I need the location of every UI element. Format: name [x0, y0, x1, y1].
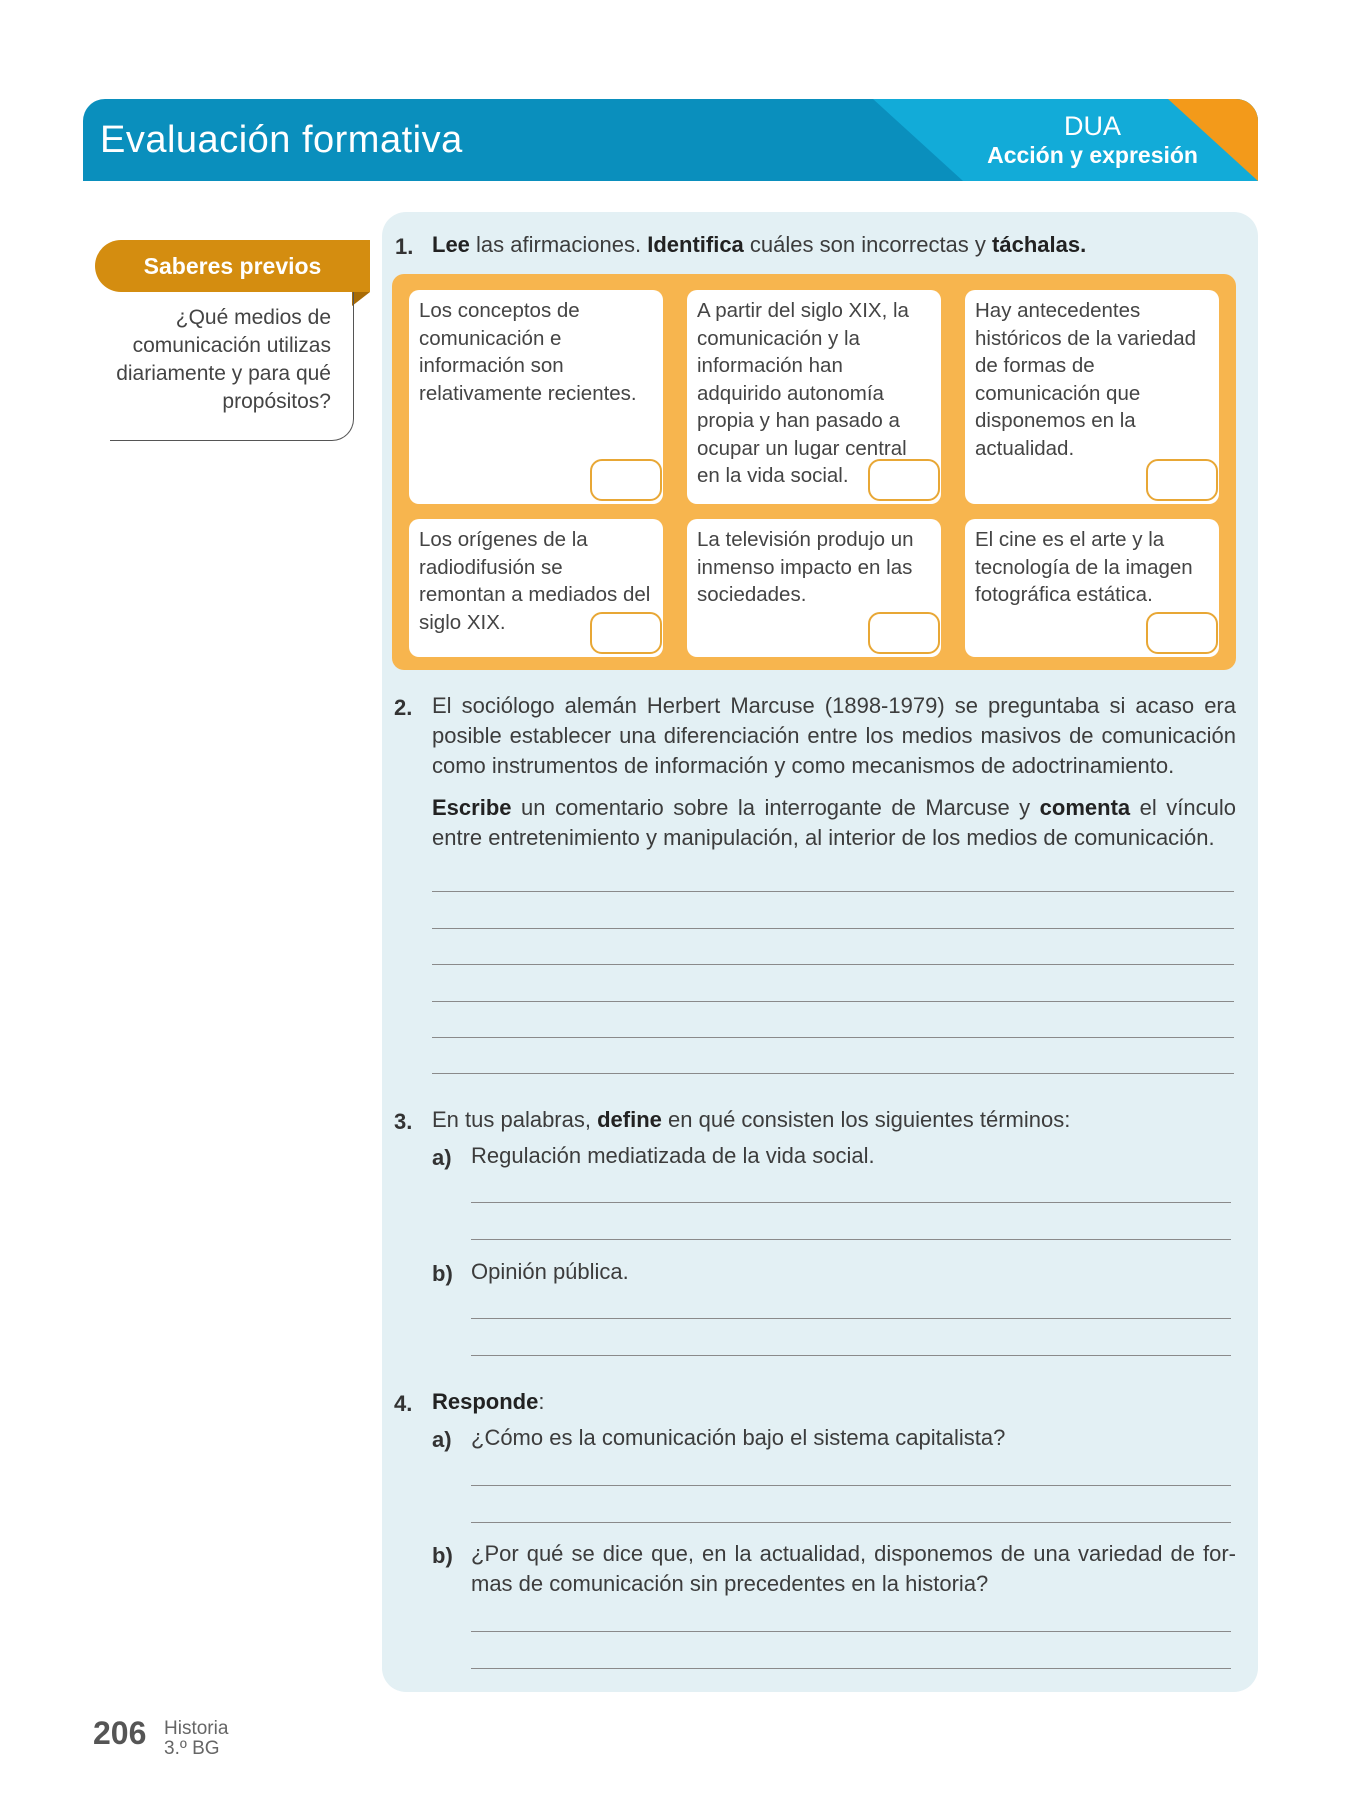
q1-instruction [432, 230, 1232, 260]
q3a-text: Regulación mediatizada de la vida social. [471, 1143, 875, 1168]
q4-number: 4. [394, 1391, 413, 1416]
answer-checkbox[interactable] [868, 612, 940, 654]
q2-number: 2. [394, 695, 413, 720]
subject-name: Historia [164, 1718, 229, 1739]
q2-text-2: el vínculo entre entretenimiento y manipulación, al interior de los medios de comunicación. [432, 795, 1236, 850]
q2-verb-comenta: comenta [1039, 795, 1131, 820]
q2-answer-line[interactable] [432, 928, 1234, 929]
q4b-text: ¿Por qué se dice que, en la actualidad, disponemos de una variedad de for-mas de comunicación sin precedentes en la historia? [471, 1541, 1236, 1596]
q3-instruction [432, 1105, 1232, 1135]
q3-number: 3. [394, 1109, 413, 1134]
q4-instruction [432, 1387, 1232, 1417]
answer-checkbox[interactable] [590, 459, 662, 501]
q2-answer-line[interactable] [432, 1037, 1234, 1038]
statement-text: Los orígenes de la radiodifusión se remontan a mediados del siglo XIX. [419, 528, 651, 634]
q4a-answer-line[interactable] [471, 1485, 1231, 1486]
dua-label: DUA [1064, 111, 1122, 141]
q3a-answer-line[interactable] [471, 1239, 1231, 1240]
q4a-label: a) [432, 1427, 452, 1452]
answer-checkbox[interactable] [1146, 459, 1218, 501]
answer-checkbox[interactable] [1146, 612, 1218, 654]
q4b-answer-line[interactable] [471, 1668, 1231, 1669]
saberes-previos-box [110, 292, 354, 441]
q4a-text: ¿Cómo es la comunicación bajo el sistema capitalista? [471, 1425, 1006, 1450]
q2-answer-line[interactable] [432, 891, 1234, 892]
q3b-text: Opinión pública. [471, 1259, 629, 1284]
q2-answer-line[interactable] [432, 1073, 1234, 1074]
q2-text-1: un comentario sobre la interrogante de Marcuse y [511, 795, 1040, 820]
q3b-answer-line[interactable] [471, 1355, 1231, 1356]
q2-instruction [432, 793, 1236, 853]
q1-text-1: las afirmaciones. [469, 232, 648, 257]
q1-text-2: cuáles son incorrectas y [743, 232, 993, 257]
q3b-answer-line[interactable] [471, 1318, 1231, 1319]
q1-verb-lee: Lee [432, 232, 470, 257]
q3-verb-define: define [597, 1107, 662, 1132]
q4b-answer-line[interactable] [471, 1631, 1231, 1632]
q4-colon: : [538, 1389, 545, 1414]
q3-text-2: en qué consisten los siguientes términos: [661, 1107, 1071, 1132]
q3a-answer-line[interactable] [471, 1202, 1231, 1203]
answer-checkbox[interactable] [590, 612, 662, 654]
page-number: 206 [93, 1715, 147, 1751]
statement-text: El cine es el arte y la tecnología de la imagen fotográfica estática. [975, 528, 1193, 606]
dua-badge [987, 111, 1198, 169]
dua-subtitle: Acción y expresión [987, 142, 1198, 168]
statement-text: La televisión produjo un inmenso impacto en las sociedades. [697, 528, 914, 606]
q2-answer-line[interactable] [432, 964, 1234, 965]
q1-number: 1. [395, 234, 414, 259]
saberes-previos-tab: Saberes previos [95, 240, 370, 292]
footer-subject [164, 1719, 228, 1759]
q3-text-1: En tus palabras, [432, 1107, 598, 1132]
q4b-label: b) [432, 1543, 453, 1568]
statement-text: A partir del siglo XIX, la comunicación y la información han adquirido autonomía propia y han pasado a ocupar un lugar central en la vida social. [697, 299, 909, 487]
q2-answer-line[interactable] [432, 1001, 1234, 1002]
statement-text: Hay antecedentes históricos de la variedad de formas de comunicación que disponemos en la actualidad. [975, 299, 1197, 460]
answer-checkbox[interactable] [868, 459, 940, 501]
header-banner [83, 99, 1258, 181]
statement-text: Los conceptos de comunicación e información son relativamente recientes. [419, 299, 637, 405]
q2-verb-escribe: Escribe [432, 795, 512, 820]
q4a-answer-line[interactable] [471, 1522, 1231, 1523]
q3a-label: a) [432, 1145, 452, 1170]
q3b-label: b) [432, 1261, 453, 1286]
q1-verb-tachalas: táchalas. [992, 232, 1087, 257]
q2-context: El sociólogo alemán Herbert Marcuse (1898-1979) se preguntaba si acaso era posible establecer una diferenciación entre los medios masivos de comunicación como instrumentos de información y como mecanismos de adoctrinamiento. [432, 693, 1236, 778]
q1-verb-identifica: Identifica [647, 232, 744, 257]
page-title: Evaluación formativa [100, 119, 463, 161]
grade-level: 3.º BG [164, 1738, 220, 1759]
tab-fold [352, 292, 370, 306]
saberes-question: ¿Qué medios de comunicación utilizas diariamente y para qué propósitos? [116, 306, 331, 413]
q4-verb-responde: Responde [432, 1389, 539, 1414]
